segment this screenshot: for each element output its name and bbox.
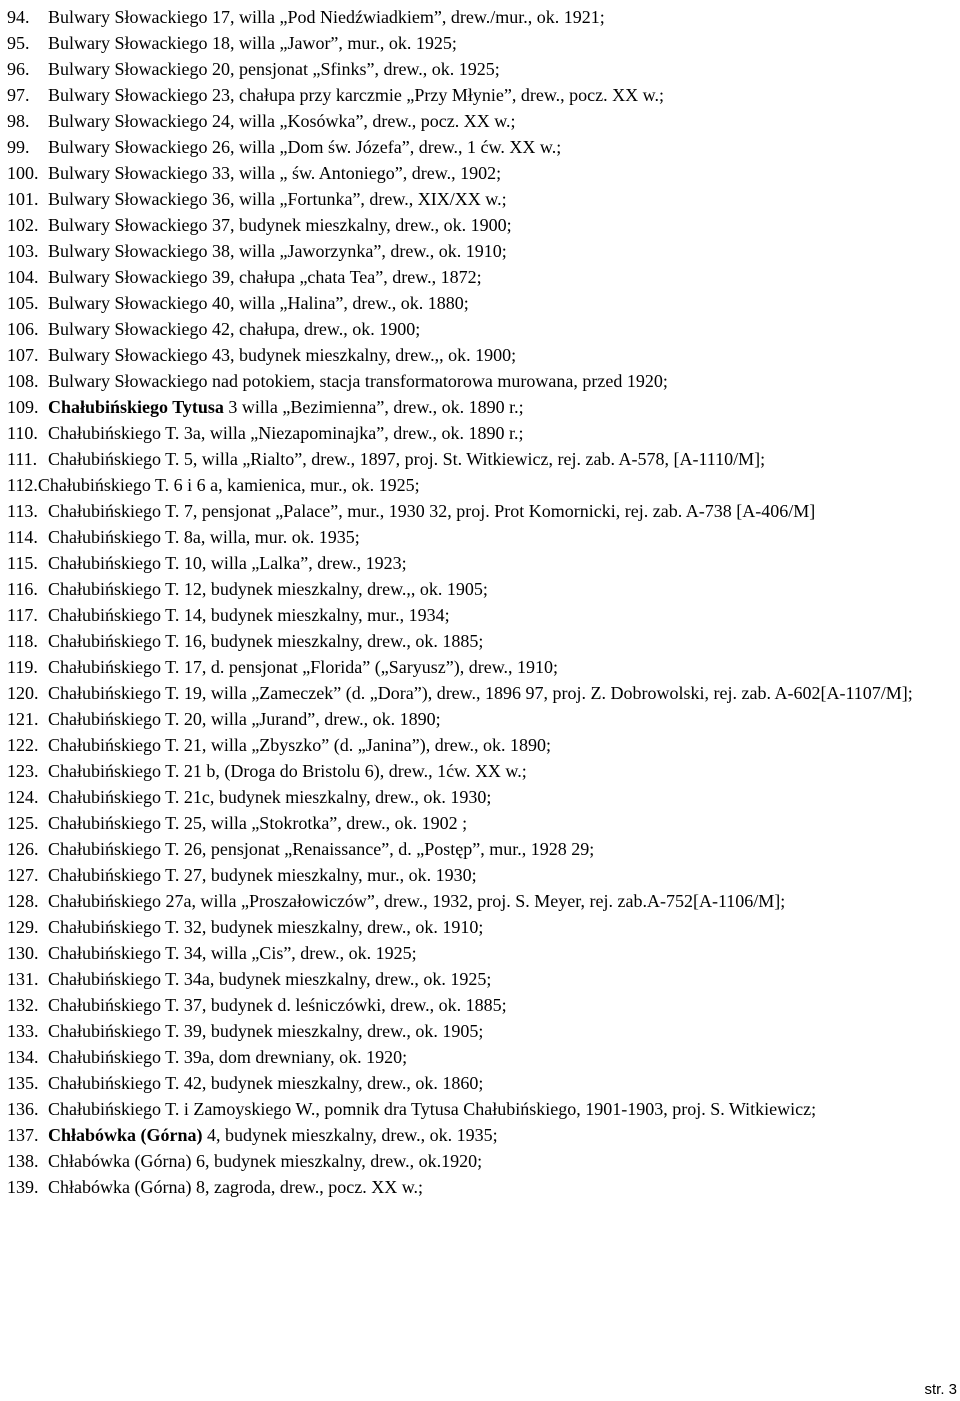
list-item (7, 238, 955, 264)
item-text: Chałubińskiego T. 34a, budynek mieszkalny, drew., ok. 1925; (48, 969, 492, 989)
item-number: 138. (7, 1151, 39, 1171)
list-item (7, 602, 955, 628)
item-text: Bulwary Słowackiego 33, willa „ św. Antoniego”, drew., 1902; (48, 163, 502, 183)
item-text: Bulwary Słowackiego 38, willa „Jaworzynka”, drew., ok. 1910; (48, 241, 507, 261)
item-text: Bulwary Słowackiego 40, willa „Halina”, drew., ok. 1880; (48, 293, 469, 313)
item-number: 121. (7, 709, 39, 729)
list-item (7, 784, 955, 810)
list-item (7, 654, 955, 680)
item-text: Chałubińskiego T. 6 i 6 a, kamienica, mur., ok. 1925; (37, 475, 420, 495)
item-text: Chałubińskiego T. 3a, willa „Niezapominajka”, drew., ok. 1890 r.; (48, 423, 524, 443)
item-text: 3 willa „Bezimienna”, drew., ok. 1890 r.; (223, 397, 524, 417)
item-text: Chałubińskiego T. i Zamoyskiego W., pomnik dra Tytusa Chałubińskiego, 1901-1903, proj. S. Witkiewicz; (48, 1099, 817, 1119)
list-item (7, 1174, 955, 1200)
item-number: 116. (7, 579, 38, 599)
item-text: Chałubińskiego T. 8a, willa, mur. ok. 1935; (48, 527, 360, 547)
list-item (7, 1070, 955, 1096)
item-number: 130. (7, 943, 39, 963)
item-text: Bulwary Słowackiego 23, chałupa przy karczmie „Przy Młynie”, drew., pocz. XX w.; (48, 85, 664, 105)
item-number: 124. (7, 787, 39, 807)
item-number: 96. (7, 59, 30, 79)
item-number: 102. (7, 215, 39, 235)
street-name-bold: Chłabówka (Górna) (48, 1125, 203, 1145)
item-text: Chałubińskiego T. 10, willa „Lalka”, drew., 1923; (48, 553, 407, 573)
item-text: Chałubińskiego T. 14, budynek mieszkalny, mur., 1934; (48, 605, 450, 625)
item-text: Chałubińskiego T. 32, budynek mieszkalny, drew., ok. 1910; (48, 917, 484, 937)
item-text: Bulwary Słowackiego 42, chałupa, drew., ok. 1900; (48, 319, 421, 339)
list-item (7, 316, 955, 342)
item-number: 137. (7, 1125, 39, 1145)
item-number: 95. (7, 33, 30, 53)
list-item (7, 862, 955, 888)
item-number: 94. (7, 7, 30, 27)
street-name-bold: Chałubińskiego Tytusa (48, 397, 224, 417)
item-text: Chałubińskiego T. 37, budynek d. leśniczówki, drew., ok. 1885; (48, 995, 507, 1015)
monument-list (7, 4, 955, 1200)
item-number: 123. (7, 761, 39, 781)
list-item (7, 888, 955, 914)
item-number: 108. (7, 371, 39, 391)
item-text: Chałubińskiego T. 39a, dom drewniany, ok. 1920; (48, 1047, 408, 1067)
item-number: 119. (7, 657, 38, 677)
item-number: 106. (7, 319, 39, 339)
item-text: Chałubińskiego T. 26, pensjonat „Renaissance”, d. „Postęp”, mur., 1928 29; (48, 839, 595, 859)
list-item (7, 966, 955, 992)
item-number: 127. (7, 865, 39, 885)
list-item (7, 394, 955, 420)
item-text: Bulwary Słowackiego nad potokiem, stacja transformatorowa murowana, przed 1920; (48, 371, 668, 391)
item-text: Chałubińskiego T. 16, budynek mieszkalny, drew., ok. 1885; (48, 631, 484, 651)
list-item (7, 472, 955, 498)
list-item (7, 992, 955, 1018)
list-item (7, 368, 955, 394)
item-number: 105. (7, 293, 39, 313)
list-item (7, 4, 955, 30)
item-text: Bulwary Słowackiego 36, willa „Fortunka”, drew., XIX/XX w.; (48, 189, 507, 209)
item-text: Bulwary Słowackiego 43, budynek mieszkalny, drew.,, ok. 1900; (48, 345, 517, 365)
list-item (7, 212, 955, 238)
list-item (7, 732, 955, 758)
list-item (7, 446, 955, 472)
list-item (7, 56, 955, 82)
item-number: 99. (7, 137, 30, 157)
list-item (7, 30, 955, 56)
list-item (7, 108, 955, 134)
item-number: 118. (7, 631, 38, 651)
list-item (7, 1044, 955, 1070)
item-number: 135. (7, 1073, 39, 1093)
item-text: Chałubińskiego T. 42, budynek mieszkalny, drew., ok. 1860; (48, 1073, 484, 1093)
list-item (7, 160, 955, 186)
page-number: str. 3 (924, 1381, 957, 1398)
item-text: Chałubińskiego T. 17, d. pensjonat „Florida” („Saryusz”), drew., 1910; (48, 657, 559, 677)
list-item (7, 940, 955, 966)
item-number: 126. (7, 839, 39, 859)
item-text: Bulwary Słowackiego 39, chałupa „chata Tea”, drew., 1872; (48, 267, 482, 287)
list-item (7, 524, 955, 550)
item-text: Chałubińskiego T. 7, pensjonat „Palace”, mur., 1930 32, proj. Prot Komornicki, rej. zab. A-738 [A-406/M] (48, 501, 816, 521)
list-item (7, 498, 955, 524)
item-text: Bulwary Słowackiego 26, willa „Dom św. Józefa”, drew., 1 ćw. XX w.; (48, 137, 562, 157)
list-item (7, 186, 955, 212)
item-text: Chałubińskiego T. 25, willa „Stokrotka”, drew., ok. 1902 ; (48, 813, 468, 833)
item-text: Chałubińskiego T. 27, budynek mieszkalny, mur., ok. 1930; (48, 865, 477, 885)
item-text: Chałubińskiego T. 21c, budynek mieszkalny, drew., ok. 1930; (48, 787, 492, 807)
item-number: 125. (7, 813, 39, 833)
item-number: 136. (7, 1099, 39, 1119)
item-text: Bulwary Słowackiego 24, willa „Kosówka”, drew., pocz. XX w.; (48, 111, 516, 131)
list-item (7, 680, 955, 706)
list-item (7, 342, 955, 368)
item-number: 128. (7, 891, 39, 911)
item-number: 139. (7, 1177, 39, 1197)
item-number: 113. (7, 501, 38, 521)
list-item (7, 1122, 955, 1148)
item-number: 114. (7, 527, 38, 547)
item-number: 122. (7, 735, 39, 755)
item-text: Bulwary Słowackiego 18, willa „Jawor”, mur., ok. 1925; (48, 33, 457, 53)
item-number: 134. (7, 1047, 39, 1067)
item-number: 104. (7, 267, 39, 287)
list-item (7, 758, 955, 784)
item-text: Chałubińskiego T. 39, budynek mieszkalny, drew., ok. 1905; (48, 1021, 484, 1041)
item-number: 100. (7, 163, 39, 183)
item-number: 110. (7, 423, 38, 443)
list-item (7, 836, 955, 862)
item-text: Bulwary Słowackiego 37, budynek mieszkalny, drew., ok. 1900; (48, 215, 512, 235)
item-number: 112. (7, 475, 38, 495)
list-item (7, 290, 955, 316)
item-text: Chłabówka (Górna) 8, zagroda, drew., pocz. XX w.; (48, 1177, 424, 1197)
list-item (7, 706, 955, 732)
item-number: 109. (7, 397, 39, 417)
list-item (7, 810, 955, 836)
item-number: 103. (7, 241, 39, 261)
item-text: Chałubińskiego T. 5, willa „Rialto”, drew., 1897, proj. St. Witkiewicz, rej. zab. A-578, [A-1110/M]; (48, 449, 766, 469)
item-text: Chałubińskiego T. 21, willa „Zbyszko” (d. „Janina”), drew., ok. 1890; (48, 735, 552, 755)
item-number: 101. (7, 189, 39, 209)
list-item (7, 1096, 955, 1122)
item-text: Chałubińskiego 27a, willa „Proszałowiczów”, drew., 1932, proj. S. Meyer, rej. zab.A-752[A-1106/M]; (48, 891, 786, 911)
item-text: Bulwary Słowackiego 20, pensjonat „Sfinks”, drew., ok. 1925; (48, 59, 500, 79)
item-number: 129. (7, 917, 39, 937)
item-number: 115. (7, 553, 38, 573)
list-item (7, 550, 955, 576)
item-number: 132. (7, 995, 39, 1015)
item-number: 133. (7, 1021, 39, 1041)
list-item (7, 576, 955, 602)
item-number: 120. (7, 683, 39, 703)
list-item (7, 264, 955, 290)
list-item (7, 82, 955, 108)
item-number: 98. (7, 111, 30, 131)
item-text: Chałubińskiego T. 12, budynek mieszkalny, drew.,, ok. 1905; (48, 579, 488, 599)
item-text: Bulwary Słowackiego 17, willa „Pod Niedźwiadkiem”, drew./mur., ok. 1921; (48, 7, 605, 27)
item-text: Chałubińskiego T. 34, willa „Cis”, drew., ok. 1925; (48, 943, 417, 963)
list-item (7, 134, 955, 160)
item-text: Chałubińskiego T. 20, willa „Jurand”, drew., ok. 1890; (48, 709, 441, 729)
item-text: 4, budynek mieszkalny, drew., ok. 1935; (202, 1125, 498, 1145)
item-number: 97. (7, 85, 30, 105)
item-number: 131. (7, 969, 39, 989)
list-item (7, 1148, 955, 1174)
item-text: Chłabówka (Górna) 6, budynek mieszkalny, drew., ok.1920; (48, 1151, 483, 1171)
list-item (7, 914, 955, 940)
item-number: 111. (7, 449, 38, 469)
item-text: Chałubińskiego T. 19, willa „Zameczek” (d. „Dora”), drew., 1896 97, proj. Z. Dobrowolski, rej. zab. A-602[A-1107/M]; (48, 683, 913, 703)
item-number: 107. (7, 345, 39, 365)
list-item (7, 628, 955, 654)
item-number: 117. (7, 605, 38, 625)
list-item (7, 1018, 955, 1044)
list-item (7, 420, 955, 446)
item-text: Chałubińskiego T. 21 b, (Droga do Bristolu 6), drew., 1ćw. XX w.; (48, 761, 527, 781)
